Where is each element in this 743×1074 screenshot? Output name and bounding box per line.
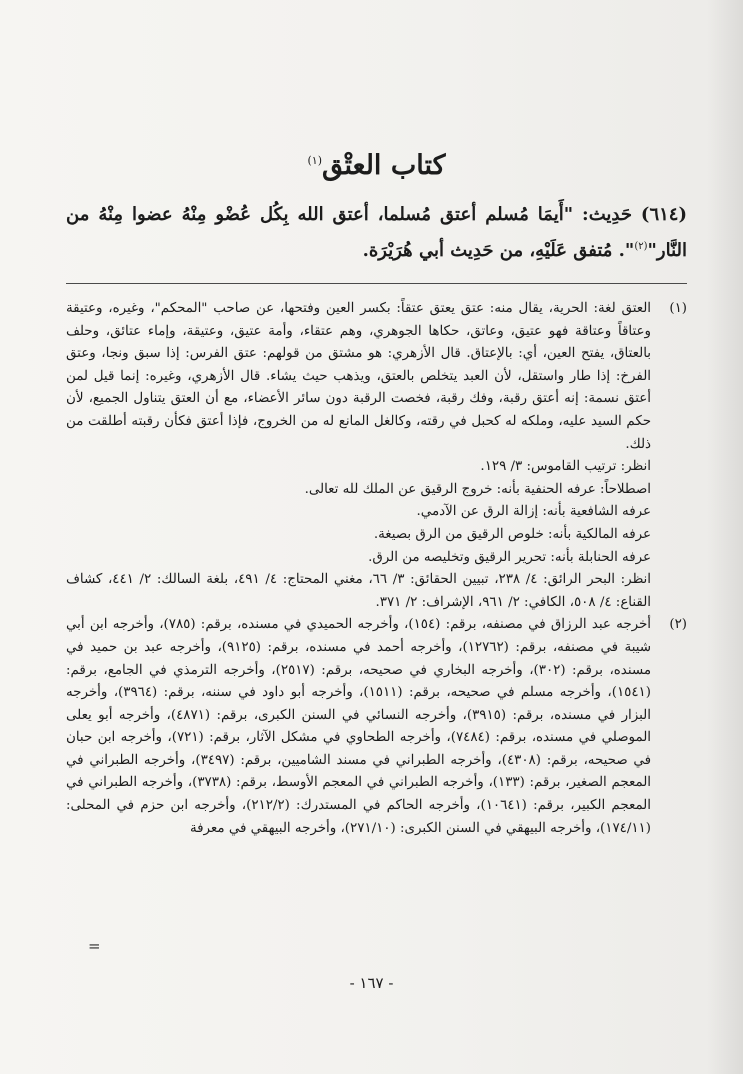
- footnote-line: أخرجه عبد الرزاق في مصنفه، برقم: (١٥٤)، وأخرجه الحميدي في مسنده، برقم: (٧٨٥)، وأخرجه ابن أبي شيبة في مصنفه، برقم: (١٢٧٦٢)، وأخرجه أحمد في مسنده، برقم: (٩١٢٥)، وأخرجه عبد بن حميد في مسنده، برقم: (٣٠٢)، وأخرجه البخاري في صحيحه، برقم: (٢٥١٧)، وأخرجه الترمذي في الجامع، برقم: (١٥٤١)، وأخرجه مسلم في صحيحه، برقم: (١٥١١)، وأخرجه أبو داود في سننه، برقم: (٣٩٦٤)، وأخرجه البزار في مسنده، برقم: (٣٩١٥)، وأخرجه النسائي في السنن الكبرى، برقم: (٤٨٧١)، وأخرجه أبو يعلى الموصلي في مسنده، برقم: (٧٤٨٤)، وأخرجه الطحاوي في مشكل الآثار، برقم: (٧٢١)، وأخرجه ابن حبان في صحيحه، برقم: (٤٣٠٨)، وأخرجه الطبراني في مسند الشاميين، برقم: (٣٤٩٧)، وأخرجه الطبراني في المعجم الصغير، برقم: (١٣٣)، وأخرجه الطبراني في المعجم الأوسط، برقم: (٣٧٣٨)، وأخرجه الطبراني في المعجم الكبير، برقم: (١٠٦٤١)، وأخرجه الحاكم في المستدرك: (٢١٢/٢)، وأخرجه ابن حزم في المحلى: (١٧٤/١١)، وأخرجه البيهقي في السنن الكبرى: (٢٧١/١٠)، وأخرجه البيهقي في معرفة: [66, 617, 652, 836]
- footnote-line: انظر: البحر الرائق: ٤/ ٢٣٨، تبيين الحقائق: ٣/ ٦٦، مغني المحتاج: ٤/ ٤٩١، بلغة السالك: ٢/ ٤٤١، كشاف القناع: ٤/ ٥٠٨، الكافي: ٢/ ٩٦١، الإشراف: ٢/ ٣٧١.: [66, 572, 651, 610]
- page-number: - ١٦٧ -: [349, 974, 394, 992]
- chapter-title: [66, 150, 687, 181]
- page-content: [66, 150, 687, 840]
- footnote-line: اصطلاحاً: عرفه الحنفية بأنه: خروج الرقيق عن الملك لله تعالى.: [304, 481, 651, 497]
- hadith-text: (٦١٤) حَدِيث: "أَيمَا مُسلم أعتق مُسلما، أعتق الله بِكُل عُضْو مِنْهُ عضوا مِنْهُ من النَّار": [66, 204, 687, 261]
- footnote-line: العتق لغة: الحرية، يقال منه: عتق يعتق عتقاً: بكسر العين وفتحها، عن صاحب "المحكم"، وغيره، وعتيقة وعتاقاً وعتاقة فهو عتيق، وعاتق، حكاها الجوهري، وهم عتقاء، وأمة عتيق، وعتيقة، وإماء عتائق، وحلف بالعتاق، يفتح العين، أي: بالإعتاق. قال الأزهري: هو مشتق من قولهم: عتق الفرس: إذا سبق ونجا، وعتق الفرخ: إذا طار واستقل، لأن العبد يتخلص بالعتق، ويذهب حيث يشاء. قال الأزهري، وغيره: إنما قيل لمن أعتق نسمة: إنه أعتق رقبة، وفك رقبة، فخصت الرقبة دون سائر الأعضاء، مع أن العتق يتناول الجميع، لأن حكم السيد عليه، وملكه له كحبل في رقته، وكالغل المانع له من الخروج، فإذا أعتق فكأن رقبته أطلقت من ذلك.: [66, 301, 651, 452]
- footnote-body: [66, 614, 651, 840]
- footnote-line: عرفه الشافعية بأنه: إزالة الرق عن الآدمي.: [416, 504, 651, 520]
- footnote-line: انظر: ترتيب القاموس: ٣/ ١٢٩.: [480, 459, 651, 475]
- hadith-footnote-ref: (٢): [634, 241, 648, 252]
- footnote-number: (٢): [669, 617, 687, 633]
- chapter-footnote-ref: (١): [307, 154, 323, 167]
- footnote-body: [66, 298, 651, 614]
- footnote-number: (١): [669, 301, 687, 316]
- footnote-1: [66, 298, 687, 614]
- hadith-paragraph: [66, 199, 687, 267]
- footnote-2: [66, 614, 687, 840]
- footnote-line: عرفه الحنابلة بأنه: تحرير الرقيق وتخليصه من الرق.: [368, 549, 651, 565]
- continuation-mark: =: [88, 937, 101, 955]
- footnote-line: عرفه المالكية بأنه: خلوص الرقيق من الرق بصيغة.: [373, 526, 651, 542]
- footnote-separator: [66, 283, 687, 284]
- hadith-source: ". مُتفق عَلَيْهِ، من حَدِيث أبي هُرَيْرَة.: [362, 240, 635, 261]
- chapter-title-text: كتاب العتْق: [322, 150, 446, 181]
